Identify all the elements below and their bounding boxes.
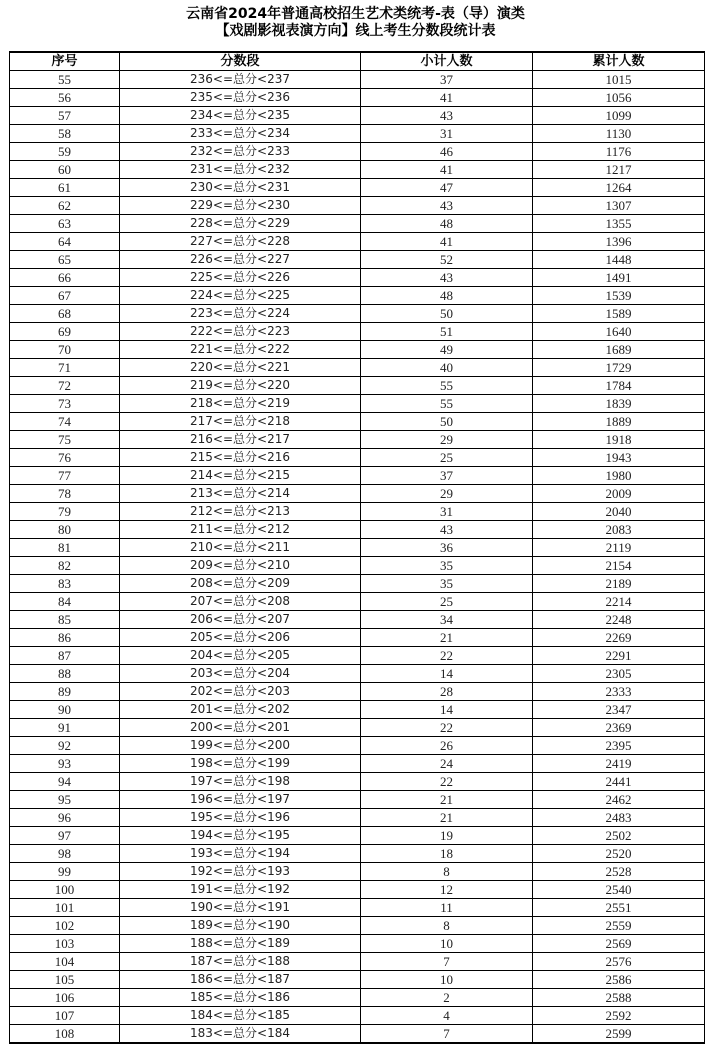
- table-row: [10, 431, 705, 449]
- cell-score-range: 187<=总分<188: [120, 953, 361, 971]
- header-index: 序号: [10, 52, 120, 71]
- cell-cumulative: 2462: [533, 791, 705, 809]
- cell-index: 84: [10, 593, 120, 611]
- cell-index: 107: [10, 1007, 120, 1025]
- table-row: [10, 575, 705, 593]
- cell-cumulative: 2395: [533, 737, 705, 755]
- cell-subtotal: 14: [361, 701, 533, 719]
- cell-score-range: 195<=总分<196: [120, 809, 361, 827]
- table-row: [10, 1025, 705, 1044]
- cell-index: 96: [10, 809, 120, 827]
- cell-score-range: 205<=总分<206: [120, 629, 361, 647]
- cell-index: 59: [10, 143, 120, 161]
- cell-subtotal: 22: [361, 719, 533, 737]
- cell-subtotal: 25: [361, 593, 533, 611]
- cell-subtotal: 24: [361, 755, 533, 773]
- cell-score-range: 227<=总分<228: [120, 233, 361, 251]
- cell-score-range: 226<=总分<227: [120, 251, 361, 269]
- table-row: [10, 881, 705, 899]
- cell-index: 92: [10, 737, 120, 755]
- document-title: 云南省2024年普通高校招生艺术类统考-表（导）演类: [186, 6, 525, 22]
- cell-score-range: 234<=总分<235: [120, 107, 361, 125]
- cell-cumulative: 2483: [533, 809, 705, 827]
- cell-subtotal: 18: [361, 845, 533, 863]
- table-row: [10, 899, 705, 917]
- cell-score-range: 199<=总分<200: [120, 737, 361, 755]
- cell-cumulative: 2502: [533, 827, 705, 845]
- table-row: [10, 971, 705, 989]
- table-row: [10, 503, 705, 521]
- cell-subtotal: 22: [361, 773, 533, 791]
- cell-cumulative: 2559: [533, 917, 705, 935]
- cell-index: 102: [10, 917, 120, 935]
- cell-index: 93: [10, 755, 120, 773]
- table-row: [10, 485, 705, 503]
- cell-subtotal: 25: [361, 449, 533, 467]
- table-row: [10, 449, 705, 467]
- table-header-row: [10, 52, 705, 71]
- cell-cumulative: 1539: [533, 287, 705, 305]
- table-row: [10, 917, 705, 935]
- cell-score-range: 220<=总分<221: [120, 359, 361, 377]
- cell-score-range: 217<=总分<218: [120, 413, 361, 431]
- cell-cumulative: 2291: [533, 647, 705, 665]
- cell-index: 70: [10, 341, 120, 359]
- cell-subtotal: 43: [361, 107, 533, 125]
- table-row: [10, 953, 705, 971]
- cell-index: 82: [10, 557, 120, 575]
- document-subtitle: 【戏剧影视表演方向】线上考生分数段统计表: [215, 23, 496, 39]
- cell-score-range: 219<=总分<220: [120, 377, 361, 395]
- cell-cumulative: 1943: [533, 449, 705, 467]
- cell-subtotal: 7: [361, 953, 533, 971]
- cell-score-range: 210<=总分<211: [120, 539, 361, 557]
- cell-score-range: 236<=总分<237: [120, 71, 361, 89]
- cell-subtotal: 37: [361, 467, 533, 485]
- cell-index: 100: [10, 881, 120, 899]
- cell-index: 55: [10, 71, 120, 89]
- cell-score-range: 207<=总分<208: [120, 593, 361, 611]
- cell-cumulative: 2586: [533, 971, 705, 989]
- cell-cumulative: 2419: [533, 755, 705, 773]
- cell-subtotal: 55: [361, 395, 533, 413]
- cell-score-range: 194<=总分<195: [120, 827, 361, 845]
- cell-index: 72: [10, 377, 120, 395]
- cell-subtotal: 29: [361, 431, 533, 449]
- cell-index: 94: [10, 773, 120, 791]
- cell-index: 81: [10, 539, 120, 557]
- cell-subtotal: 36: [361, 539, 533, 557]
- cell-index: 65: [10, 251, 120, 269]
- cell-cumulative: 1784: [533, 377, 705, 395]
- cell-subtotal: 47: [361, 179, 533, 197]
- cell-score-range: 222<=总分<223: [120, 323, 361, 341]
- cell-cumulative: 1176: [533, 143, 705, 161]
- table-row: [10, 539, 705, 557]
- cell-subtotal: 8: [361, 863, 533, 881]
- cell-cumulative: 1839: [533, 395, 705, 413]
- cell-index: 80: [10, 521, 120, 539]
- cell-subtotal: 43: [361, 269, 533, 287]
- cell-index: 57: [10, 107, 120, 125]
- cell-subtotal: 12: [361, 881, 533, 899]
- cell-index: 91: [10, 719, 120, 737]
- cell-index: 63: [10, 215, 120, 233]
- cell-index: 106: [10, 989, 120, 1007]
- table-row: [10, 125, 705, 143]
- table-row: [10, 737, 705, 755]
- cell-subtotal: 41: [361, 233, 533, 251]
- cell-index: 108: [10, 1025, 120, 1044]
- cell-cumulative: 1640: [533, 323, 705, 341]
- table-row: [10, 773, 705, 791]
- cell-score-range: 202<=总分<203: [120, 683, 361, 701]
- table-row: [10, 611, 705, 629]
- cell-score-range: 225<=总分<226: [120, 269, 361, 287]
- cell-score-range: 196<=总分<197: [120, 791, 361, 809]
- cell-cumulative: 2599: [533, 1025, 705, 1044]
- cell-cumulative: 1589: [533, 305, 705, 323]
- cell-cumulative: 1491: [533, 269, 705, 287]
- cell-cumulative: 2009: [533, 485, 705, 503]
- table-row: [10, 521, 705, 539]
- cell-cumulative: 1264: [533, 179, 705, 197]
- table-row: [10, 647, 705, 665]
- cell-index: 104: [10, 953, 120, 971]
- cell-cumulative: 1217: [533, 161, 705, 179]
- table-row: [10, 71, 705, 89]
- cell-cumulative: 2119: [533, 539, 705, 557]
- cell-subtotal: 31: [361, 125, 533, 143]
- cell-subtotal: 21: [361, 791, 533, 809]
- cell-cumulative: 2189: [533, 575, 705, 593]
- cell-score-range: 203<=总分<204: [120, 665, 361, 683]
- table-row: [10, 467, 705, 485]
- cell-index: 85: [10, 611, 120, 629]
- cell-subtotal: 34: [361, 611, 533, 629]
- cell-index: 101: [10, 899, 120, 917]
- table-row: [10, 269, 705, 287]
- cell-index: 90: [10, 701, 120, 719]
- table-row: [10, 287, 705, 305]
- cell-subtotal: 22: [361, 647, 533, 665]
- cell-subtotal: 49: [361, 341, 533, 359]
- cell-index: 62: [10, 197, 120, 215]
- table-row: [10, 1007, 705, 1025]
- cell-cumulative: 2528: [533, 863, 705, 881]
- cell-score-range: 191<=总分<192: [120, 881, 361, 899]
- cell-subtotal: 52: [361, 251, 533, 269]
- cell-cumulative: 1448: [533, 251, 705, 269]
- header-subtotal: 小计人数: [361, 52, 533, 71]
- cell-subtotal: 26: [361, 737, 533, 755]
- cell-index: 71: [10, 359, 120, 377]
- table-row: [10, 395, 705, 413]
- cell-score-range: 183<=总分<184: [120, 1025, 361, 1044]
- cell-cumulative: 1355: [533, 215, 705, 233]
- cell-subtotal: 10: [361, 971, 533, 989]
- table-row: [10, 701, 705, 719]
- cell-index: 61: [10, 179, 120, 197]
- cell-subtotal: 48: [361, 287, 533, 305]
- table-row: [10, 161, 705, 179]
- cell-score-range: 233<=总分<234: [120, 125, 361, 143]
- cell-score-range: 200<=总分<201: [120, 719, 361, 737]
- cell-cumulative: 2333: [533, 683, 705, 701]
- cell-index: 58: [10, 125, 120, 143]
- cell-cumulative: 2569: [533, 935, 705, 953]
- cell-cumulative: 1130: [533, 125, 705, 143]
- cell-cumulative: 2305: [533, 665, 705, 683]
- cell-subtotal: 50: [361, 413, 533, 431]
- cell-index: 68: [10, 305, 120, 323]
- cell-cumulative: 2369: [533, 719, 705, 737]
- cell-cumulative: 2040: [533, 503, 705, 521]
- table-row: [10, 719, 705, 737]
- cell-subtotal: 10: [361, 935, 533, 953]
- table-row: [10, 557, 705, 575]
- cell-score-range: 232<=总分<233: [120, 143, 361, 161]
- table-row: [10, 89, 705, 107]
- cell-cumulative: 1729: [533, 359, 705, 377]
- cell-score-range: 185<=总分<186: [120, 989, 361, 1007]
- cell-cumulative: 1980: [533, 467, 705, 485]
- cell-subtotal: 14: [361, 665, 533, 683]
- cell-subtotal: 4: [361, 1007, 533, 1025]
- cell-subtotal: 19: [361, 827, 533, 845]
- cell-cumulative: 2083: [533, 521, 705, 539]
- cell-score-range: 221<=总分<222: [120, 341, 361, 359]
- cell-cumulative: 2588: [533, 989, 705, 1007]
- cell-index: 69: [10, 323, 120, 341]
- cell-index: 98: [10, 845, 120, 863]
- cell-index: 64: [10, 233, 120, 251]
- cell-subtotal: 51: [361, 323, 533, 341]
- cell-score-range: 216<=总分<217: [120, 431, 361, 449]
- cell-cumulative: 2540: [533, 881, 705, 899]
- table-row: [10, 233, 705, 251]
- cell-subtotal: 2: [361, 989, 533, 1007]
- cell-score-range: 193<=总分<194: [120, 845, 361, 863]
- cell-subtotal: 55: [361, 377, 533, 395]
- cell-index: 86: [10, 629, 120, 647]
- cell-score-range: 214<=总分<215: [120, 467, 361, 485]
- cell-subtotal: 40: [361, 359, 533, 377]
- cell-subtotal: 48: [361, 215, 533, 233]
- table-row: [10, 593, 705, 611]
- cell-score-range: 223<=总分<224: [120, 305, 361, 323]
- cell-subtotal: 35: [361, 557, 533, 575]
- cell-cumulative: 1015: [533, 71, 705, 89]
- cell-subtotal: 7: [361, 1025, 533, 1044]
- cell-score-range: 184<=总分<185: [120, 1007, 361, 1025]
- cell-score-range: 206<=总分<207: [120, 611, 361, 629]
- cell-cumulative: 1918: [533, 431, 705, 449]
- cell-score-range: 211<=总分<212: [120, 521, 361, 539]
- table-row: [10, 305, 705, 323]
- cell-score-range: 208<=总分<209: [120, 575, 361, 593]
- table-row: [10, 755, 705, 773]
- cell-subtotal: 8: [361, 917, 533, 935]
- cell-subtotal: 43: [361, 521, 533, 539]
- table-row: [10, 323, 705, 341]
- table-row: [10, 791, 705, 809]
- cell-cumulative: 1689: [533, 341, 705, 359]
- table-row: [10, 863, 705, 881]
- table-row: [10, 809, 705, 827]
- cell-score-range: 204<=总分<205: [120, 647, 361, 665]
- cell-index: 95: [10, 791, 120, 809]
- table-row: [10, 179, 705, 197]
- cell-index: 103: [10, 935, 120, 953]
- cell-subtotal: 50: [361, 305, 533, 323]
- cell-cumulative: 2441: [533, 773, 705, 791]
- cell-score-range: 213<=总分<214: [120, 485, 361, 503]
- cell-cumulative: 1307: [533, 197, 705, 215]
- cell-cumulative: 1099: [533, 107, 705, 125]
- table-row: [10, 683, 705, 701]
- cell-score-range: 218<=总分<219: [120, 395, 361, 413]
- cell-index: 67: [10, 287, 120, 305]
- cell-score-range: 228<=总分<229: [120, 215, 361, 233]
- table-row: [10, 935, 705, 953]
- table-row: [10, 665, 705, 683]
- table-row: [10, 359, 705, 377]
- cell-score-range: 230<=总分<231: [120, 179, 361, 197]
- cell-subtotal: 35: [361, 575, 533, 593]
- cell-subtotal: 41: [361, 161, 533, 179]
- cell-subtotal: 43: [361, 197, 533, 215]
- table-row: [10, 629, 705, 647]
- cell-score-range: 189<=总分<190: [120, 917, 361, 935]
- table-row: [10, 413, 705, 431]
- cell-score-range: 197<=总分<198: [120, 773, 361, 791]
- cell-cumulative: 1396: [533, 233, 705, 251]
- cell-cumulative: 2520: [533, 845, 705, 863]
- cell-subtotal: 11: [361, 899, 533, 917]
- cell-subtotal: 46: [361, 143, 533, 161]
- cell-score-range: 215<=总分<216: [120, 449, 361, 467]
- cell-cumulative: 1056: [533, 89, 705, 107]
- table-body: [10, 71, 705, 1044]
- score-distribution-table: [9, 51, 705, 1044]
- table-row: [10, 845, 705, 863]
- cell-subtotal: 28: [361, 683, 533, 701]
- cell-index: 56: [10, 89, 120, 107]
- cell-cumulative: 2154: [533, 557, 705, 575]
- cell-score-range: 229<=总分<230: [120, 197, 361, 215]
- table-row: [10, 989, 705, 1007]
- cell-score-range: 198<=总分<199: [120, 755, 361, 773]
- cell-index: 99: [10, 863, 120, 881]
- cell-score-range: 212<=总分<213: [120, 503, 361, 521]
- cell-subtotal: 41: [361, 89, 533, 107]
- table-row: [10, 143, 705, 161]
- table-row: [10, 827, 705, 845]
- cell-index: 105: [10, 971, 120, 989]
- table-row: [10, 341, 705, 359]
- cell-subtotal: 21: [361, 809, 533, 827]
- cell-cumulative: 2248: [533, 611, 705, 629]
- cell-cumulative: 2592: [533, 1007, 705, 1025]
- cell-score-range: 190<=总分<191: [120, 899, 361, 917]
- cell-cumulative: 2269: [533, 629, 705, 647]
- cell-index: 89: [10, 683, 120, 701]
- cell-index: 60: [10, 161, 120, 179]
- cell-index: 75: [10, 431, 120, 449]
- cell-score-range: 188<=总分<189: [120, 935, 361, 953]
- cell-index: 74: [10, 413, 120, 431]
- cell-cumulative: 2214: [533, 593, 705, 611]
- cell-subtotal: 21: [361, 629, 533, 647]
- cell-index: 78: [10, 485, 120, 503]
- cell-cumulative: 1889: [533, 413, 705, 431]
- header-cumulative: 累计人数: [533, 52, 705, 71]
- cell-score-range: 186<=总分<187: [120, 971, 361, 989]
- cell-subtotal: 29: [361, 485, 533, 503]
- cell-cumulative: 2576: [533, 953, 705, 971]
- cell-index: 77: [10, 467, 120, 485]
- cell-score-range: 231<=总分<232: [120, 161, 361, 179]
- cell-cumulative: 2347: [533, 701, 705, 719]
- cell-score-range: 209<=总分<210: [120, 557, 361, 575]
- table-row: [10, 251, 705, 269]
- cell-subtotal: 31: [361, 503, 533, 521]
- cell-index: 83: [10, 575, 120, 593]
- cell-score-range: 224<=总分<225: [120, 287, 361, 305]
- cell-index: 97: [10, 827, 120, 845]
- cell-index: 88: [10, 665, 120, 683]
- table-row: [10, 377, 705, 395]
- cell-score-range: 192<=总分<193: [120, 863, 361, 881]
- cell-score-range: 235<=总分<236: [120, 89, 361, 107]
- table-row: [10, 215, 705, 233]
- cell-index: 76: [10, 449, 120, 467]
- cell-score-range: 201<=总分<202: [120, 701, 361, 719]
- cell-cumulative: 2551: [533, 899, 705, 917]
- cell-index: 66: [10, 269, 120, 287]
- header-score-range: 分数段: [120, 52, 361, 71]
- cell-index: 87: [10, 647, 120, 665]
- table-row: [10, 107, 705, 125]
- cell-index: 73: [10, 395, 120, 413]
- cell-index: 79: [10, 503, 120, 521]
- cell-subtotal: 37: [361, 71, 533, 89]
- table-row: [10, 197, 705, 215]
